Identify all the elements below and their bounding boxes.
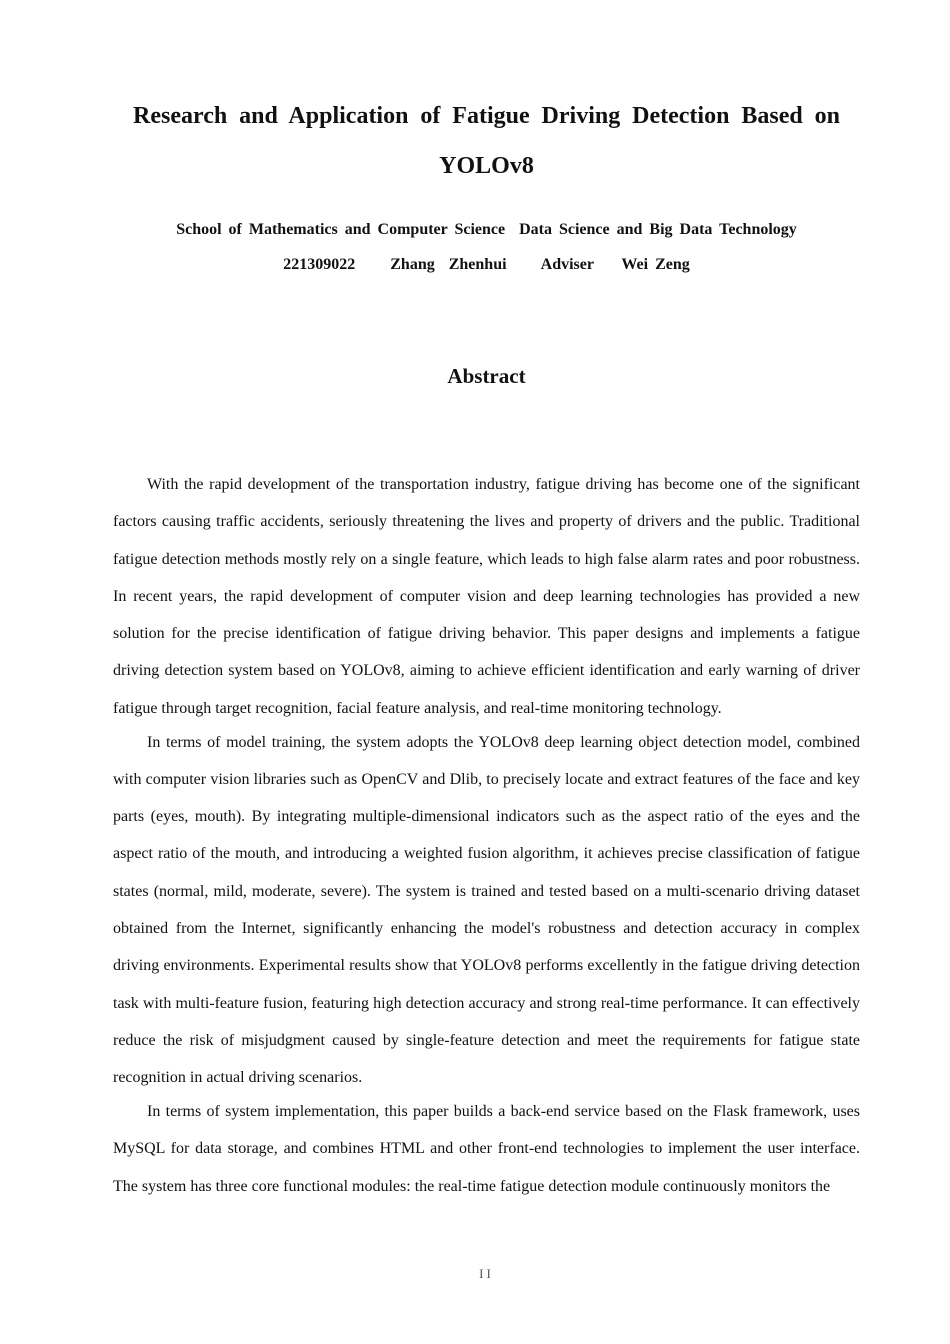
author-info: [113, 212, 860, 282]
student-adviser-line: 221309022 Zhang Zhenhui Adviser Wei Zeng: [283, 256, 690, 273]
affiliation-line: School of Mathematics and Computer Science Data Science and Big Data Technology: [176, 221, 797, 238]
paper-title: [133, 91, 840, 191]
abstract-paragraph-2: In terms of model training, the system adopts the YOLOv8 deep learning object detection model, combined with computer vision libraries such as OpenCV and Dlib, to precisely locate and extract features of the face and key parts (eyes, mouth). By integrating multiple-dimensional indicators such as the aspect ratio of the eyes and the aspect ratio of the mouth, and introducing a weighted fusion algorithm, it achieves precise classification of fatigue states (normal, mild, moderate, severe). The system is trained and tested based on a multi-scenario driving dataset obtained from the Internet, significantly enhancing the model's robustness and detection accuracy in complex driving environments. Experimental results show that YOLOv8 performs excellently in the fatigue driving detection task with multi-feature fusion, featuring high detection accuracy and strong real-time performance. It can effectively reduce the risk of misjudgment caused by single-feature detection and meet the requirements for fatigue state recognition in actual driving scenarios.: [113, 733, 860, 1087]
abstract-body: [113, 466, 860, 1201]
abstract-paragraph-3: In terms of system implementation, this paper builds a back-end service based on the Flask framework, uses MySQL for data storage, and combines HTML and other front-end technologies to implement the user interface. The system has three core functional modules: the real-time fatigue detection module continuously monitors the: [113, 1103, 860, 1195]
page-number: II: [479, 1266, 494, 1281]
paper-title-line-1: Research and Application of Fatigue Driving Detection Based on: [133, 103, 840, 129]
paper-title-line-2: YOLOv8: [439, 153, 534, 179]
abstract-paragraph-1: With the rapid development of the transportation industry, fatigue driving has become one of the significant factors causing traffic accidents, seriously threatening the lives and property of drivers and the public. Traditional fatigue detection methods mostly rely on a single feature, which leads to high false alarm rates and poor robustness. In recent years, the rapid development of computer vision and deep learning technologies has provided a new solution for the precise identification of fatigue driving behavior. This paper designs and implements a fatigue driving detection system based on YOLOv8, aiming to achieve efficient identification and early warning of driver fatigue through target recognition, facial feature analysis, and real-time monitoring technology.: [113, 476, 860, 717]
abstract-heading: Abstract: [447, 364, 526, 388]
